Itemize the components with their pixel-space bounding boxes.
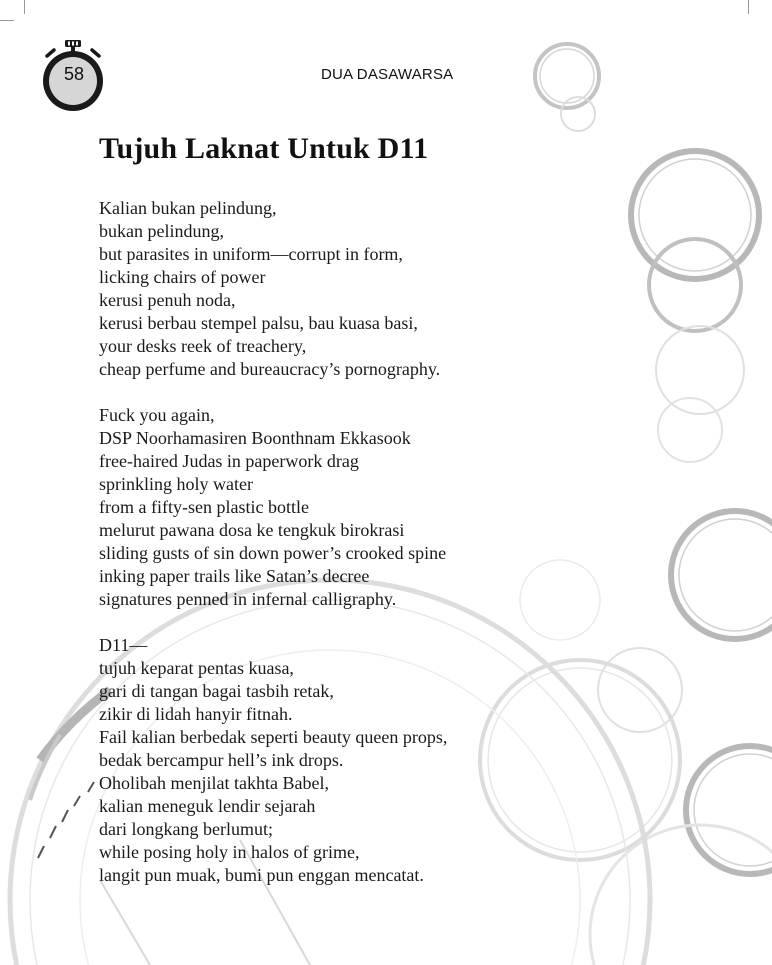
poem-line: Fuck you again, — [99, 405, 215, 425]
ring — [649, 239, 741, 331]
page-number: 58 — [63, 64, 85, 84]
poem-line: kerusi berbau stempel palsu, bau kuasa basi, — [99, 313, 418, 333]
poem-line: gari di tangan bagai tasbih retak, — [99, 681, 334, 701]
clock-tick — [38, 846, 44, 858]
poem-line: bedak bercampur hell’s ink drops. — [99, 750, 344, 770]
poem-line: cheap perfume and bureaucracy’s pornography. — [99, 359, 441, 379]
stanza-1 — [99, 197, 619, 381]
ring — [671, 511, 772, 639]
clock-tick — [74, 796, 80, 806]
poem-line: sliding gusts of sin down power’s crooked spine — [99, 543, 447, 563]
stanza-2 — [99, 404, 619, 611]
clock-tick — [62, 810, 68, 822]
poem-line: langit pun muak, bumi pun enggan mencatat. — [99, 865, 424, 885]
poem-line: melurut pawana dosa ke tengkuk birokrasi — [99, 520, 405, 540]
poem-line: Fail kalian berbedak seperti beauty queen props, — [99, 727, 448, 747]
poem-line: signatures penned in infernal calligraphy. — [99, 589, 397, 609]
poem-line: tujuh keparat pentas kuasa, — [99, 658, 294, 678]
poem-line: bukan pelindung, — [99, 221, 224, 241]
ring — [656, 326, 744, 414]
poem-body — [99, 197, 619, 910]
poem-line: from a fifty-sen plastic bottle — [99, 497, 309, 517]
poem-line: kalian meneguk lendir sejarah — [99, 796, 316, 816]
ring — [639, 159, 751, 271]
ring — [631, 151, 759, 279]
poem-line: licking chairs of power — [99, 267, 266, 287]
poem-title: Tujuh Laknat Untuk D11 — [99, 132, 429, 165]
poem-line: D11— — [99, 635, 148, 655]
poem-line: dari longkang berlumut; — [99, 819, 273, 839]
poem-line: but parasites in uniform—corrupt in form, — [99, 244, 403, 264]
poem-line: Oholibah menjilat takhta Babel, — [99, 773, 329, 793]
poem-line: inking paper trails like Satan’s decree — [99, 566, 370, 586]
ring — [694, 754, 772, 866]
ring — [658, 398, 722, 462]
ring — [561, 97, 595, 131]
poem-line: free-haired Judas in paperwork drag — [99, 451, 359, 471]
poem-line: sprinkling holy water — [99, 474, 253, 494]
running-header: DUA DASAWARSA — [321, 66, 454, 83]
poem-line: while posing holy in halos of grime, — [99, 842, 360, 862]
clock-tick — [50, 826, 56, 838]
poem-line: kerusi penuh noda, — [99, 290, 236, 310]
stanza-3 — [99, 634, 619, 887]
poem-line: DSP Noorhamasiren Boonthnam Ekkasook — [99, 428, 411, 448]
clock-tick — [88, 782, 94, 792]
poem-line: your desks reek of treachery, — [99, 336, 307, 356]
ring — [686, 746, 772, 874]
ring — [540, 49, 594, 103]
ring — [535, 44, 599, 108]
ring — [679, 519, 772, 631]
poem-line: zikir di lidah hanyir fitnah. — [99, 704, 293, 724]
poem-line: Kalian bukan pelindung, — [99, 198, 277, 218]
